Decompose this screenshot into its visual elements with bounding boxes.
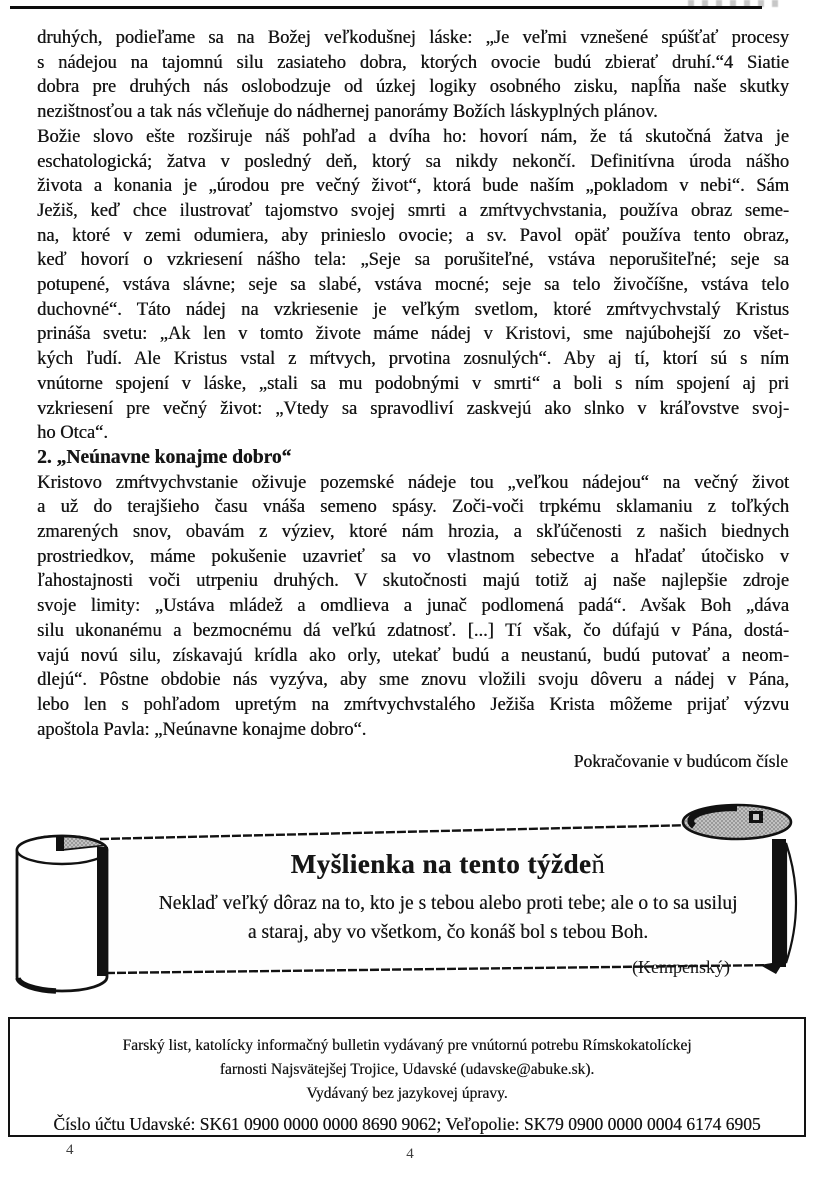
page-number-center: 4 — [406, 1146, 414, 1162]
text-line: ho Otca“. — [37, 423, 108, 444]
body-paragraph-2 — [37, 125, 789, 446]
section-heading: 2. „Neúnavne konajme dobro“ — [37, 446, 292, 468]
top-divider-rule — [10, 6, 762, 9]
text-line: s nádejou na tajomnú silu zasiateho dobra, ktorých ovocie budú zbierať druhí.“4 Siatie — [37, 52, 789, 73]
text-line: Neklaď veľký dôraz na to, kto je s tebou alebo proti tebe; ale o to sa usiluj — [158, 893, 738, 914]
text-line: Božie slovo ešte rozširuje náš pohľad a dvíha ho: hovorí nám, že tá skutočná žatva je — [37, 126, 789, 147]
text-line: vnútorne spojení v láske, „stali sa mu podobnými v smrti“ a boli s ním spojení aj pri — [37, 373, 789, 394]
scroll-left-roll — [17, 835, 108, 991]
text-line: vajú novú silu, získavajú krídla ako orly, utekať budú a neustanú, budú putovať a neom- — [37, 645, 789, 666]
text-line: lebo len s pohľadom upretým na zmŕtvychvstalého Ježiša Krista môžeme prijať výzvu — [37, 694, 789, 715]
imprint-line-1: Farský list, katolícky informačný bulletin vydávaný pre vnútornú potrebu Rímskokatolíckej — [122, 1037, 692, 1054]
text-line: duchovné“. Táto nádej na vzkriesenie je veľkým svetlom, ktoré zmŕtvychvstalý Kristus — [37, 299, 789, 320]
text-line: vzkriesení pre večný život: „Vtedy sa spravodliví zaskvejú ako slnko v kráľovstve svoj- — [37, 398, 789, 419]
scroll-content — [118, 847, 778, 978]
text-line: prostriedkov, máme pokušenie uzavrieť sa vo vlastnom sebectve a hľadať útočisko v — [37, 546, 789, 567]
text-line: na, ktoré v zemi odumiera, aby prinieslo ovocie; a sv. Pavol opäť používa tento obraz, — [37, 225, 789, 246]
body-paragraph-3 — [37, 471, 789, 743]
text-line: keď hovorí o vzkriesení nášho tela: „Seje sa porušiteľné, vstáva neporušiteľné; seje sa — [37, 250, 789, 271]
scroll-title-text: Myšlienka na tento týžde — [290, 849, 592, 879]
body-paragraph-1 — [37, 26, 789, 125]
text-line: druhých, podieľame sa na Božej veľkodušnej láske: „Je veľmi vznešené spúšťať procesy — [37, 28, 789, 48]
text-line: nezištnosťou a tak nás včleňuje do nádhernej panorámy Božích láskyplných plánov. — [37, 102, 658, 123]
text-line: zmarených snov, obavám z výziev, ktoré nám hrozia, a skľúčenosti z našich biednych — [37, 522, 789, 543]
text-line: silu ukonanému a bezmocnému dá veľkú zdatnosť. [...] Tí však, čo dúfajú v Pána, dostá- — [37, 620, 789, 641]
imprint-line-accounts: Číslo účtu Udavské: SK61 0900 0000 0000 8690 9062; Veľopolie: SK79 0900 0000 0004 6174 6905 — [53, 1114, 761, 1134]
continuation-note: Pokračovanie v budúcom čísle — [573, 751, 788, 772]
text-line: dlejú“. Pôstne obdobie nás vyzýva, aby sme znovu vložili svoju dôveru a nádej v Pána, — [37, 670, 789, 691]
text-line: eschatologická; žatva v posledný deň, ktorý sa nikdy nekončí. Definitívna úroda nášho — [37, 151, 789, 172]
text-line: života a konania je „úrodou pre večný život“, ktorá bude naším „pokladom v nebi“. Sám — [37, 176, 789, 197]
text-line: svoje limity: „Ustáva mládež a omdlieva a junač podlomená padá“. Avšak Boh „dáva — [37, 596, 789, 617]
page-number-left: 4 — [66, 1142, 74, 1158]
imprint-line-3: Vydávaný bez jazykovej úpravy. — [306, 1085, 508, 1102]
thought-scroll-banner — [0, 795, 820, 1010]
text-line: a staraj, aby vo všetkom, čo konáš bol s tebou Boh. — [247, 922, 649, 943]
scroll-title-suffix: ň — [591, 849, 606, 879]
imprint-box — [8, 1017, 806, 1137]
article-body — [37, 26, 789, 774]
text-line: potupené, vstáva slávne; seje sa slabé, vstáva mocné; seje sa telo živočíšne, vstáva telo — [37, 275, 789, 296]
text-line: prináša svetu: „Ak len v tomto živote máme nádej v Kristovi, sme najúbohejší zo všet- — [37, 324, 789, 345]
text-line: ľahostajnosti voči utrpeniu druhých. V skutočnosti majú totiž aj naše najlepšie zdroje — [37, 571, 789, 592]
text-line: Kristovo zmŕtvychvstanie oživuje pozemské nádeje tou „veľkou nádejou“ na večný život — [37, 472, 789, 493]
text-line: Ježiš, keď chce ilustrovať tajomstvo svojej smrti a zmŕtvychvstania, používa obraz seme- — [37, 200, 789, 221]
scroll-quote — [118, 889, 778, 947]
text-line: apoštola Pavla: „Neúnavne konajme dobro“. — [37, 719, 367, 740]
text-line: a už do terajšieho času vnáša semeno spásy. Zoči-voči trpkému sklamaniu z toľkých — [37, 497, 789, 518]
scroll-title — [118, 847, 778, 881]
page-number-row — [0, 1142, 820, 1166]
text-line: kých ľudí. Ale Kristus vstal z mŕtvych, prvotina zosnulých“. Aby aj tí, ktorí sú s ním — [37, 349, 789, 370]
text-line: dobra pre druhých nás oslobodzuje od úzkej logiky osobného zisku, napĺňa naše skutky — [37, 77, 789, 98]
imprint-line-2: farnosti Najsvätejšej Trojice, Udavské (udavske@abuke.sk). — [219, 1061, 595, 1078]
scroll-attribution: (Kempenský) — [632, 957, 730, 977]
